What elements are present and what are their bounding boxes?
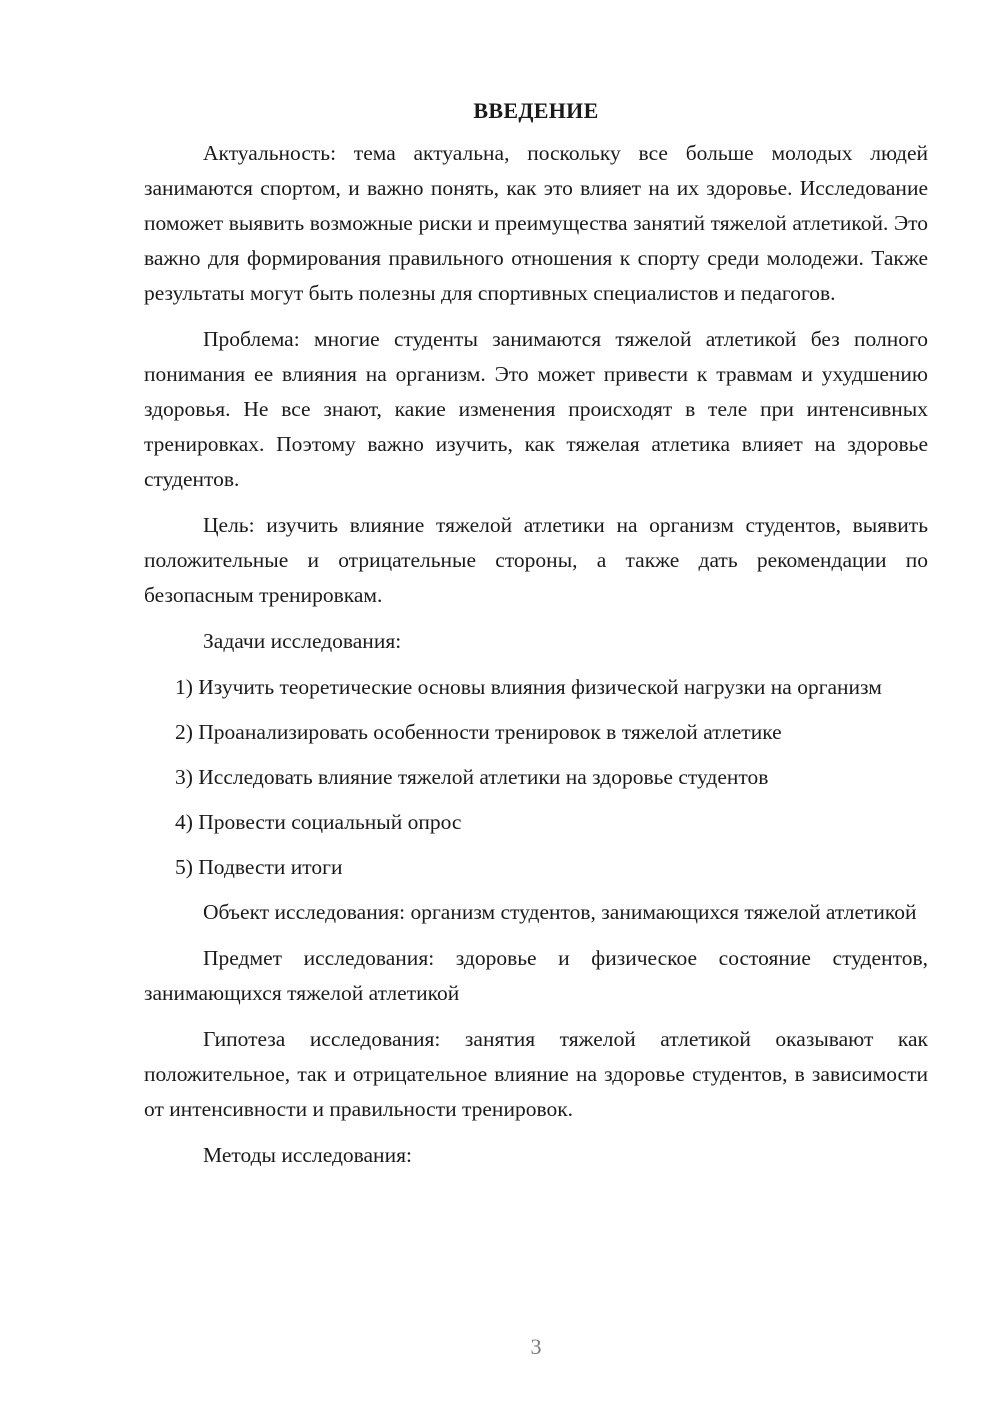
- list-item: 5) Подвести итоги: [175, 855, 343, 879]
- list-item: 3) Исследовать влияние тяжелой атлетики на здоровье студентов: [175, 765, 769, 789]
- tasks-list: [144, 670, 928, 885]
- tasks-heading: Задачи исследования:: [203, 629, 402, 653]
- list-item: 2) Проанализировать особенности тренировок в тяжелой атлетике: [175, 720, 782, 744]
- document-page: [144, 96, 928, 1184]
- paragraph-object: Объект исследования: организм студентов, занимающихся тяжелой атлетикой: [203, 900, 917, 924]
- paragraph-relevance: Актуальность: тема актуальна, поскольку все больше молодых людей занимаются спортом, и важно понять, как это влияет на их здоровье. Исследование поможет выявить возможные риски и преимущества занятий тяжелой атлетикой. Это важно для формирования правильного отношения к спорту среди молодежи. Также результаты могут быть полезны для спортивных специалистов и педагогов.: [144, 141, 928, 305]
- paragraph-hypothesis: Гипотеза исследования: занятия тяжелой атлетикой оказывают как положительное, так и отрицательное влияние на здоровье студентов, в зависимости от интенсивности и правильности тренировок.: [144, 1027, 928, 1121]
- list-item: 1) Изучить теоретические основы влияния физической нагрузки на организм: [175, 675, 882, 699]
- paragraph-problem: Проблема: многие студенты занимаются тяжелой атлетикой без полного понимания ее влияния на организм. Это может привести к травмам и ухудшению здоровья. Не все знают, какие изменения происходят в теле при интенсивных тренировках. Поэтому важно изучить, как тяжелая атлетика влияет на здоровье студентов.: [144, 327, 928, 491]
- methods-heading: Методы исследования:: [203, 1143, 412, 1167]
- page-number: 3: [530, 1334, 542, 1359]
- section-title: ВВЕДЕНИЕ: [473, 98, 599, 123]
- paragraph-goal: Цель: изучить влияние тяжелой атлетики на организм студентов, выявить положительные и отрицательные стороны, а также дать рекомендации по безопасным тренировкам.: [144, 513, 928, 607]
- paragraph-subject: Предмет исследования: здоровье и физическое состояние студентов, занимающихся тяжелой атлетикой: [144, 946, 928, 1005]
- list-item: 4) Провести социальный опрос: [175, 810, 462, 834]
